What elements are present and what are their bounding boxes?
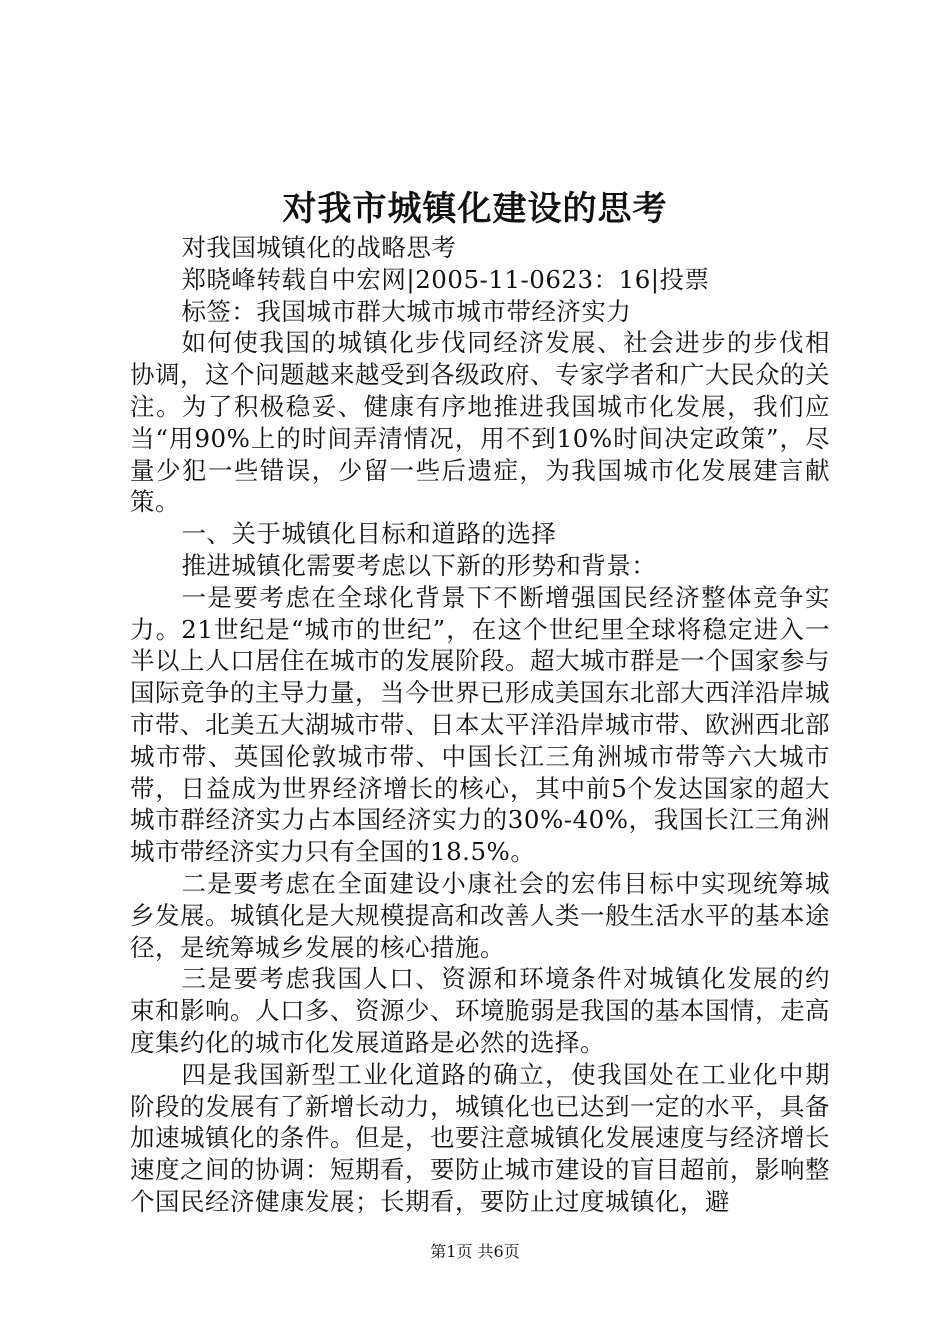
- paragraph-point-2: 二是要考虑在全面建设小康社会的宏伟目标中实现统筹城乡发展。城镇化是大规模提高和改善人类一般生活水平的基本途径，是统筹城乡发展的核心措施。: [130, 868, 830, 962]
- section-heading: 一、关于城镇化目标和道路的选择: [181, 519, 557, 549]
- paragraph-source-line: 郑晓峰转载自中宏网|2005-11-0623：16|投票: [181, 264, 710, 294]
- paragraph-background: 推进城镇化需要考虑以下新的形势和背景：: [181, 550, 657, 580]
- document-title: 对我市城镇化建设的思考: [282, 189, 668, 229]
- paragraph-intro: 如何使我国的城镇化步伐同经济发展、社会进步的步伐相协调，这个问题越来越受到各级政府、专家学者和广大民众的关注。为了积极稳妥、健康有序地推进我国城市化发展，我们应当“用90%上的时间弄清情况，用不到10%时间决定政策”，尽量少犯一些错误，少留一些后遗症，为我国城市化发展建言献策。: [130, 328, 830, 517]
- paragraph-point-1: 一是要考虑在全球化背景下不断增强国民经济整体竞争实力。21世纪是“城市的世纪”，在这个世纪里全球将稳定进入一半以上人口居住在城市的发展阶段。超大城市群是一个国家参与国际竞争的主导力量，当今世界已形成美国东北部大西洋沿岸城市带、北美五大湖城市带、日本太平洋沿岸城市带、欧洲西北部城市带、英国伦敦城市带、中国长江三角洲城市带等六大城市带，日益成为世界经济增长的核心，其中前5个发达国家的超大城市群经济实力占本国经济实力的30%-40%，我国长江三角洲城市带经济实力只有全国的18.5%。: [130, 582, 830, 867]
- paragraph-tags: 标签：我国城市群大城市城市带经济实力: [181, 296, 632, 326]
- page-footer: 第1页 共6页: [430, 1242, 520, 1261]
- paragraph-point-4: 四是我国新型工业化道路的确立，使我国处在工业化中期阶段的发展有了新增长动力，城镇化也已达到一定的水平，具备加速城镇化的条件。但是，也要注意城镇化发展速度与经济增长速度之间的协调：短期看，要防止城市建设的盲目超前，影响整个国民经济健康发展；长期看，要防止过度城镇化，避: [130, 1059, 830, 1216]
- paragraph-subtitle: 对我国城镇化的战略思考: [181, 233, 457, 262]
- document-body: [130, 232, 830, 1218]
- paragraph-point-3: 三是要考虑我国人口、资源和环境条件对城镇化发展的约束和影响。人口多、资源少、环境脆弱是我国的基本国情，走高度集约化的城市化发展道路是必然的选择。: [130, 964, 830, 1057]
